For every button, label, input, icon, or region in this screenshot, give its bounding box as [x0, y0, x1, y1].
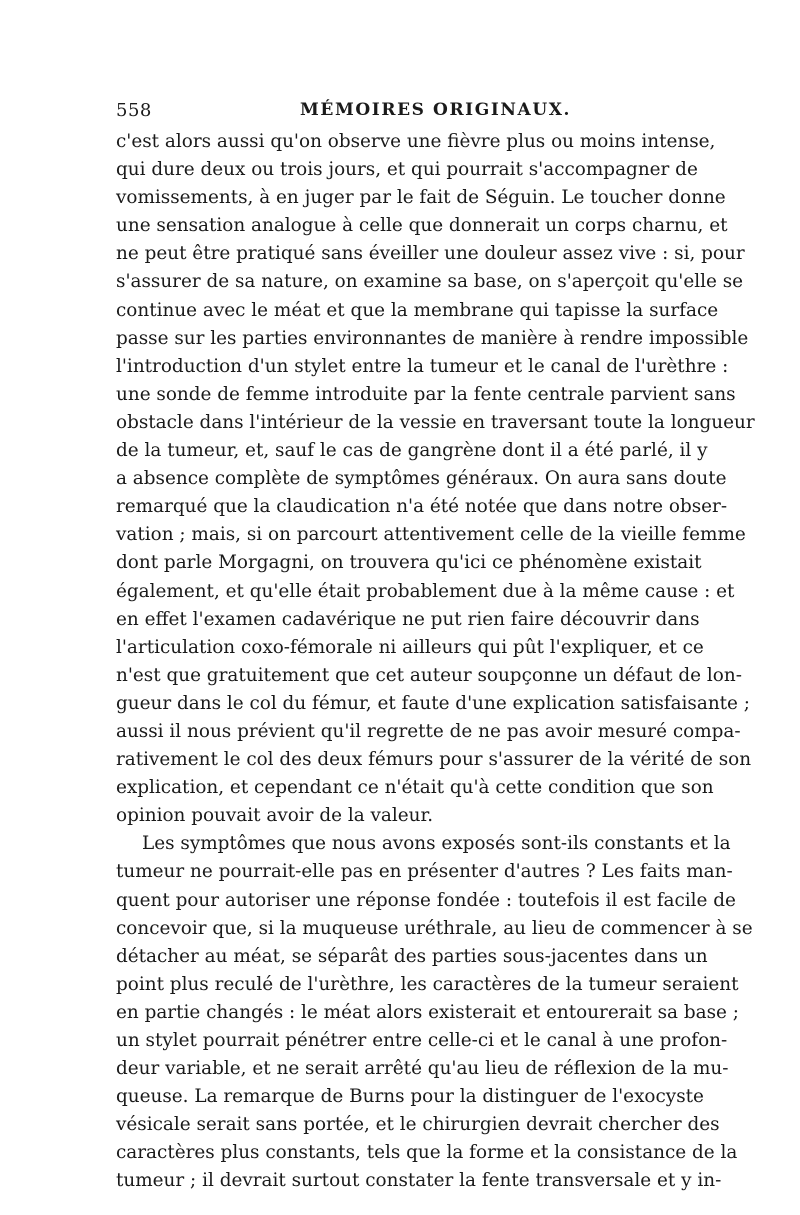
text-line: l'introduction d'un stylet entre la tumeur et le canal de l'urèthre :	[116, 355, 729, 377]
text-line: deur variable, et ne serait arrêté qu'au lieu de réflexion de la mu-	[116, 1058, 729, 1080]
text-line: aussi il nous prévient qu'il regrette de ne pas avoir mesuré compa-	[116, 720, 741, 742]
text-line: qui dure deux ou trois jours, et qui pourrait s'accompagner de	[116, 159, 698, 181]
text-line: l'articulation coxo-fémorale ni ailleurs qui pût l'expliquer, et ce	[116, 636, 704, 658]
text-line: en effet l'examen cadavérique ne put rien faire découvrir dans	[116, 608, 700, 630]
text-line: queuse. La remarque de Burns pour la distinguer de l'exocyste	[116, 1086, 704, 1108]
text-line: de la tumeur, et, sauf le cas de gangrène dont il a été parlé, il y	[116, 440, 708, 462]
text-line: obstacle dans l'intérieur de la vessie en traversant toute la longueur	[116, 411, 755, 433]
text-line: détacher au méat, se séparât des parties sous-jacentes dans un	[116, 945, 708, 967]
text-line: tumeur ; il devrait surtout constater la fente transversale et y in-	[116, 1170, 722, 1192]
text-line: point plus reculé de l'urèthre, les caractères de la tumeur seraient	[116, 973, 739, 995]
text-line: tumeur ne pourrait-elle pas en présenter d'autres ? Les faits man-	[116, 861, 733, 883]
text-line: Les symptômes que nous avons exposés sont-ils constants et la	[142, 833, 731, 855]
text-line: dont parle Morgagni, on trouvera qu'ici ce phénomène existait	[116, 552, 702, 574]
text-line: a absence complète de symptômes généraux. On aura sans doute	[116, 468, 727, 490]
text-line: en partie changés : le méat alors existerait et entourerait sa base ;	[116, 1001, 739, 1023]
text-line: gueur dans le col du fémur, et faute d'une explication satisfaisante ;	[116, 692, 750, 714]
text-line: c'est alors aussi qu'on observe une fièvre plus ou moins intense,	[116, 131, 716, 152]
text-line: continue avec le méat et que la membrane qui tapisse la surface	[116, 299, 719, 321]
text-line: quent pour autoriser une réponse fondée : toutefois il est facile de	[116, 889, 736, 911]
text-line: une sonde de femme introduite par la fente centrale parvient sans	[116, 383, 736, 405]
running-title: MÉMOIRES ORIGINAUX.	[300, 100, 572, 120]
text-line: rativement le col des deux fémurs pour s'assurer de la vérité de son	[116, 749, 752, 771]
text-line: remarqué que la claudication n'a été notée que dans notre obser-	[116, 496, 728, 518]
text-line: vésicale serait sans portée, et le chirurgien devrait chercher des	[116, 1114, 720, 1136]
text-line: vomissements, à en juger par le fait de Séguin. Le toucher donne	[116, 187, 726, 209]
text-line: s'assurer de sa nature, on examine sa base, on s'aperçoit qu'elle se	[116, 271, 744, 293]
text-line: également, et qu'elle était probablement due à la même cause : et	[116, 580, 735, 602]
text-line: un stylet pourrait pénétrer entre celle-ci et le canal à une profon-	[116, 1030, 728, 1051]
text-line: concevoir que, si la muqueuse uréthrale, au lieu de commencer à se	[116, 917, 753, 939]
text-line: caractères plus constants, tels que la forme et la consistance de la	[116, 1142, 738, 1164]
text-line: ne peut être pratiqué sans éveiller une douleur assez vive : si, pour	[116, 243, 745, 265]
text-line: vation ; mais, si on parcourt attentivement celle de la vieille femme	[116, 524, 746, 546]
text-line: n'est que gratuitement que cet auteur soupçonne un défaut de lon-	[116, 664, 742, 686]
page-number: 558	[116, 100, 152, 121]
text-line: une sensation analogue à celle que donnerait un corps charnu, et	[116, 215, 728, 237]
body-text	[116, 128, 755, 1196]
text-line: explication, et cependant ce n'était qu'à cette condition que son	[116, 777, 714, 799]
text-line: opinion pouvait avoir de la valeur.	[116, 805, 434, 827]
text-line: passe sur les parties environnantes de manière à rendre impossible	[116, 327, 749, 349]
